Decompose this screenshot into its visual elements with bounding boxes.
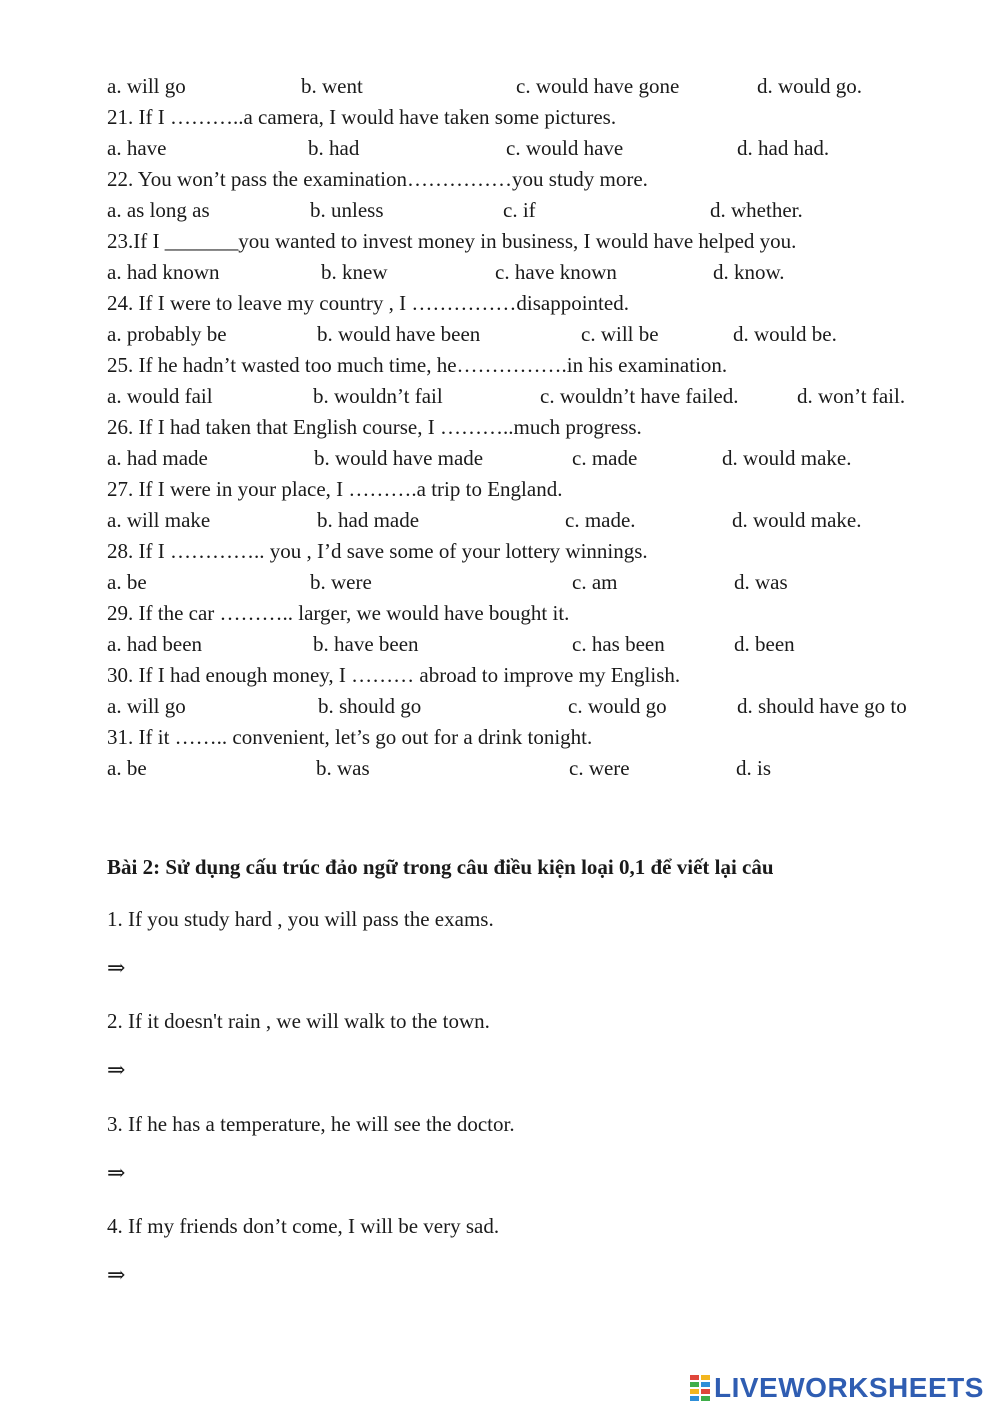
q21-option-d[interactable]: d. had had. xyxy=(737,136,830,160)
q28-option-b[interactable]: b. were xyxy=(310,570,372,594)
q22-option-b[interactable]: b. unless xyxy=(310,198,384,222)
q31-option-c[interactable]: c. were xyxy=(569,756,630,780)
q25-option-a[interactable]: a. would fail xyxy=(107,384,213,408)
answer-arrow-2[interactable]: ⇒ xyxy=(107,1057,126,1082)
q24-option-b[interactable]: b. would have been xyxy=(317,322,481,346)
q22-option-a[interactable]: a. as long as xyxy=(107,198,210,222)
q24-option-a[interactable]: a. probably be xyxy=(107,322,227,346)
q20-option-a[interactable]: a. will go xyxy=(107,74,186,98)
q26-option-d[interactable]: d. would make. xyxy=(722,446,852,470)
q27-option-a[interactable]: a. will make xyxy=(107,508,211,532)
question-22: 22. You won’t pass the examination……………you study more. xyxy=(107,167,648,191)
q30-option-b[interactable]: b. should go xyxy=(318,694,422,718)
q20-option-d[interactable]: d. would go. xyxy=(757,74,862,98)
q23-option-d[interactable]: d. know. xyxy=(713,260,785,284)
q22-option-c[interactable]: c. if xyxy=(503,198,536,222)
answer-arrow-4[interactable]: ⇒ xyxy=(107,1262,126,1287)
q30-option-a[interactable]: a. will go xyxy=(107,694,186,718)
rewrite-item-2: 2. If it doesn't rain , we will walk to the town. xyxy=(107,1009,490,1033)
q28-option-a[interactable]: a. be xyxy=(107,570,147,594)
q31-option-a[interactable]: a. be xyxy=(107,756,147,780)
q26-option-a[interactable]: a. had made xyxy=(107,446,208,470)
question-21: 21. If I ………..a camera, I would have taken some pictures. xyxy=(107,105,617,129)
rewrite-item-1: 1. If you study hard , you will pass the exams. xyxy=(107,907,494,931)
q20-option-c[interactable]: c. would have gone xyxy=(516,74,680,98)
question-25: 25. If he hadn’t wasted too much time, he…………….in his examination. xyxy=(107,353,728,377)
q29-option-c[interactable]: c. has been xyxy=(572,632,665,656)
exercise-2-heading: Bài 2: Sử dụng cấu trúc đảo ngữ trong câu điều kiện loại 0,1 để viết lại câu xyxy=(107,855,774,879)
question-26: 26. If I had taken that English course, I ………..much progress. xyxy=(107,415,642,439)
question-31: 31. If it …….. convenient, let’s go out for a drink tonight. xyxy=(107,725,593,749)
q31-option-d[interactable]: d. is xyxy=(736,756,772,780)
q22-option-d[interactable]: d. whether. xyxy=(710,198,803,222)
q23-option-a[interactable]: a. had known xyxy=(107,260,220,284)
q30-option-c[interactable]: c. would go xyxy=(568,694,667,718)
q27-option-d[interactable]: d. would make. xyxy=(732,508,862,532)
q20-option-b[interactable]: b. went xyxy=(301,74,363,98)
q29-option-a[interactable]: a. had been xyxy=(107,632,203,656)
q23-option-b[interactable]: b. knew xyxy=(321,260,388,284)
q23-option-c[interactable]: c. have known xyxy=(495,260,617,284)
liveworksheets-wordmark: LIVEWORKSHEETS xyxy=(714,1372,984,1403)
q21-option-a[interactable]: a. have xyxy=(107,136,167,160)
question-28: 28. If I ………….. you , I’d save some of your lottery winnings. xyxy=(107,539,648,563)
q26-option-b[interactable]: b. would have made xyxy=(314,446,484,470)
question-23: 23.If I _______you wanted to invest money in business, I would have helped you. xyxy=(107,229,797,253)
q30-option-d[interactable]: d. should have go to xyxy=(737,694,907,718)
q28-option-d[interactable]: d. was xyxy=(734,570,788,594)
answer-arrow-3[interactable]: ⇒ xyxy=(107,1160,126,1185)
q31-option-b[interactable]: b. was xyxy=(316,756,370,780)
q28-option-c[interactable]: c. am xyxy=(572,570,618,594)
liveworksheets-logo xyxy=(690,1373,984,1403)
q25-option-c[interactable]: c. wouldn’t have failed. xyxy=(540,384,739,408)
q26-option-c[interactable]: c. made xyxy=(572,446,638,470)
q27-option-c[interactable]: c. made. xyxy=(565,508,636,532)
q25-option-d[interactable]: d. won’t fail. xyxy=(797,384,906,408)
liveworksheets-blocks-icon xyxy=(690,1375,712,1401)
q25-option-b[interactable]: b. wouldn’t fail xyxy=(313,384,443,408)
q27-option-b[interactable]: b. had made xyxy=(317,508,420,532)
question-30: 30. If I had enough money, I ……… abroad to improve my English. xyxy=(107,663,681,687)
q21-option-b[interactable]: b. had xyxy=(308,136,360,160)
q29-option-b[interactable]: b. have been xyxy=(313,632,419,656)
q24-option-d[interactable]: d. would be. xyxy=(733,322,837,346)
question-29: 29. If the car ……….. larger, we would have bought it. xyxy=(107,601,570,625)
q21-option-c[interactable]: c. would have xyxy=(506,136,624,160)
rewrite-item-4: 4. If my friends don’t come, I will be very sad. xyxy=(107,1214,500,1238)
answer-arrow-1[interactable]: ⇒ xyxy=(107,955,126,980)
q24-option-c[interactable]: c. will be xyxy=(581,322,659,346)
question-24: 24. If I were to leave my country , I ……………disappointed. xyxy=(107,291,629,315)
q29-option-d[interactable]: d. been xyxy=(734,632,795,656)
rewrite-item-3: 3. If he has a temperature, he will see the doctor. xyxy=(107,1112,515,1136)
question-27: 27. If I were in your place, I ……….a trip to England. xyxy=(107,477,563,501)
